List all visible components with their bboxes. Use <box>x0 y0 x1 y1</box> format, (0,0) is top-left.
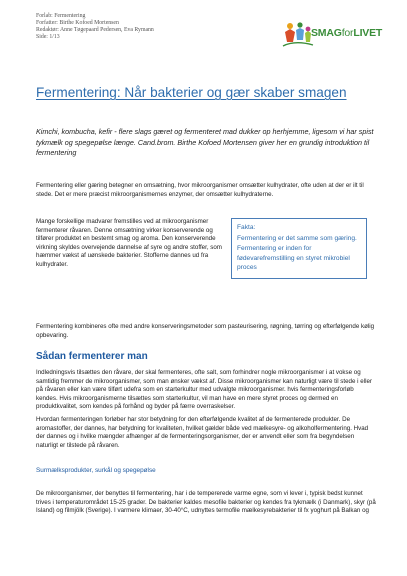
fact-box-title: Fakta: <box>237 224 256 231</box>
intro-text: Kimchi, kombucha, kefir - flere slags gæret og fermenteret mad dukker op herhjemme, ligesom vi har spist tykmælk og spegepølse længe. Cand.brom. Birthe Kofoed Mortensen giver her en grundig introduktion til fermentering <box>36 127 374 157</box>
meta-line: Forlab: Fermentering <box>36 13 86 19</box>
paragraph-definition: Fermentering eller gæring betegner en omsætning, hvor mikroorganismer omsætter kulhydrater, ofte uden at der er ilt til stede. Det er mere præcist mikroorganismernes enzymer, der omsætter kulhydraterne. <box>36 182 364 198</box>
meta-line: Redaktør: Anne Tøgepaard Pedersen, Eva Rymann <box>36 27 154 33</box>
section-heading: Sådan fermenterer man <box>36 351 148 362</box>
meta-line: Forfatter: Birthe Kofoed Mortensen <box>36 20 119 26</box>
meta-line: Side: 1/13 <box>36 34 60 40</box>
page-title: Fermentering: Når bakterier og gær skaber smagen <box>36 85 347 100</box>
paragraph-combination: Fermentering kombineres ofte med andre konserveringsmetoder som pasteurisering, røgning, tørring og efterfølgende kølig opbevaring. <box>36 323 375 339</box>
logo-figures-icon <box>281 20 315 50</box>
paragraph-microorganisms: De mikroorganismer, der benyttes til fermentering, har i de tempererede varme egne, som vi lever i, typisk bedst kunnet trives i temperaturområdet 15-25 grader. De bakterier kaldes mesofile bakterier og kendes fra tykmælk (i Danmark), skyr (på Island) og filmjölk (Sverige). I varmere klimaer, 30-40°C, udnyttes termofile mælkesyrebakterier til fx yoghurt på Balkan og <box>36 490 376 515</box>
logo-text <box>311 27 382 39</box>
fact-box <box>231 218 367 279</box>
paragraph-foods: Mange forskellige madvarer fremstilles ved at mikroorganismer fermenterer råvaren. Denne omsætning virker konserverende og tilfører produktet en bestemt smag og aroma. Den konserverende virkning skyldes overvejende dannelse af syre og andre stoffer, som hæmmer vækst af uønskede bakterier. Stofferne dannes ud fra kulhydrater. <box>36 218 222 268</box>
fact-box-body: Fermentering er det samme som gæring. Fermentering er inden for fødevarefremstilling en styret mikrobiel proces <box>237 235 357 272</box>
smag-for-livet-logo <box>281 20 391 48</box>
subheading: Surmælksprodukter, surkål og spegepølse <box>36 467 156 474</box>
logo-word-smag: SMAG <box>311 27 342 39</box>
logo-word-livet: LIVET <box>353 27 383 39</box>
logo-word-for: for <box>341 27 354 39</box>
paragraph-process: Indledningsvis tilsættes den råvare, der skal fermenteres, ofte salt, som forhindrer nogle mikroorganismer i at vokse og samtidig fremmer de mikroorganismer, som man ønsker vækst af. Disse mikroorganismer kan naturligt være til stede i eller på råvaren eller kan være tilført udefra som en starterkultur med udvalgte mikroorganismer. hvis fermenteringsforløb kendes. Hvis mikroorganismerne tilsættes som starterkultur, vil man have en mere styret proces og dermed en produktkvalitet, som kendes på forhånd og byder på færre overraskelser. <box>36 369 372 411</box>
document-meta <box>36 13 154 41</box>
paragraph-quality: Hvordan fermenteringen forløber har stor betydning for den efterfølgende kvalitet af de fermenterede produkter. De aromastoffer, der dannes, har betydning for kvaliteten, hvilket gælder både ved mælkesyre- og alkoholfermentering. Hvad der dannes og i hvilke mængder afhænger af de fermenteringsorganismer, der er anvendt eller som fra begyndelsen naturligt er tilstede på råvaren. <box>36 416 369 449</box>
